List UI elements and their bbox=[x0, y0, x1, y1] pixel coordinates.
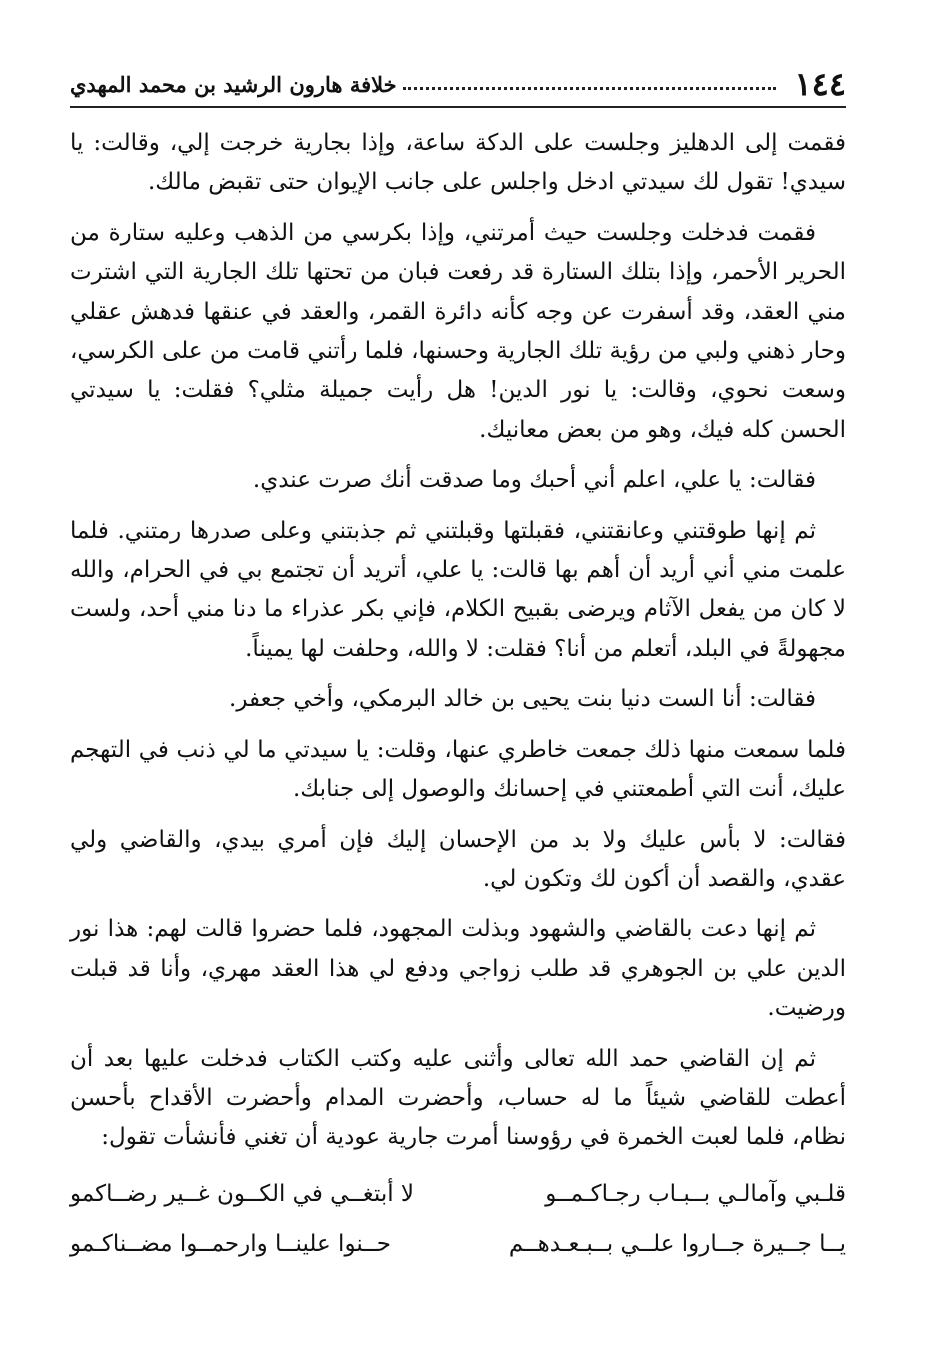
verse-first-hemistich: يــا جــيرة جــاروا علــي بــبـعـدهــم bbox=[508, 1230, 846, 1257]
paragraph: فقالت: لا بأس عليك ولا بد من الإحسان إليك فإن أمري بيدي، والقاضي ولي عقدي، والقصد أن أكون لك وتكون لي. bbox=[70, 826, 846, 892]
running-title: خلافة هارون الرشيد بن محمد المهدي bbox=[70, 71, 397, 97]
page-body bbox=[70, 124, 846, 1269]
paragraph: ثم إن القاضي حمد الله تعالى وأثنى عليه وكتب الكتاب فدخلت عليها بعد أن أعطت للقاضي شيئاً ما له حساب، وأحضرت المدام وأحضرت الأقداح بأحسن نظام، فلما لعبت الخمرة في رؤوسنا أمرت جارية عودية أن تغني فأنشأت تقول: bbox=[70, 1045, 846, 1151]
poem bbox=[70, 1169, 846, 1269]
poem-verse bbox=[70, 1169, 846, 1219]
paragraph: ثم إنها طوقتني وعانقتني، فقبلتها وقبلتني ثم جذبتني وعلى صدرها رمتني. فلما علمت مني أني أريد أن أهم بها قالت: يا علي، أتريد أن تجتمع بي في الحرام، والله لا كان من يفعل الآثام ويرضى بقبيح الكلام، فإني بكر عذراء ما دنا مني أحد، ولست مجهولةً في البلد، أتعلم من أنا؟ فقلت: لا والله، وحلفت لها يميناً. bbox=[70, 517, 846, 662]
verse-second-hemistich: لا أبتغــي في الكــون غــير رضــاكمو bbox=[70, 1180, 415, 1207]
page-number: ١٤٤ bbox=[794, 65, 846, 103]
poem-verse bbox=[70, 1219, 846, 1269]
paragraph: فلما سمعت منها ذلك جمعت خاطري عنها، وقلت: يا سيدتي ما لي ذنب في التهجم عليك، أنت التي أطمعتني في إحسانك والوصول إلى جنابك. bbox=[70, 736, 846, 803]
paragraph: فقالت: يا علي، اعلم أني أحبك وما صدقت أنك صرت عندي. bbox=[252, 467, 816, 494]
header-rule bbox=[70, 106, 846, 108]
paragraph: فقالت: أنا الست دنيا بنت يحيى بن خالد البرمكي، وأخي جعفر. bbox=[229, 686, 816, 713]
paragraph: ثم إنها دعت بالقاضي والشهود وبذلت المجهود، فلما حضروا قالت لهم: هذا نور الدين علي بن الجوهري قد طلب زواجي ودفع لي هذا العقد مهري، وأنا قد قبلت ورضيت. bbox=[70, 916, 846, 1022]
page-header bbox=[70, 64, 846, 104]
header-dotted-leader bbox=[403, 87, 777, 90]
paragraph: فقمت إلى الدهليز وجلست على الدكة ساعة، وإذا بجارية خرجت إلي، وقالت: يا سيدي! تقول لك سيدتي ادخل واجلس على جانب الإيوان حتى تقبض مالك. bbox=[70, 130, 846, 196]
paragraph: فقمت فدخلت وجلست حيث أمرتني، وإذا بكرسي من الذهب وعليه ستارة من الحرير الأحمر، وإذا بتلك الستارة قد رفعت فبان من تحتها تلك الجارية التي اشترت مني العقد، وقد أسفرت عن وجه كأنه دائرة القمر، والعقد في عنقها فدهش عقلي وحار ذهني ولبي من رؤية تلك الجارية وحسنها، فلما رأتني قامت من على الكرسي، وسعت نحوي، وقالت: يا نور الدين! هل رأيت جميلة مثلي؟ فقلت: يا سيدتي الحسن كله فيك، وهو من بعض معانيك. bbox=[70, 219, 846, 443]
verse-second-hemistich: حــنوا علينــا وارحمــوا مضــناكـمو bbox=[70, 1230, 391, 1257]
verse-first-hemistich: قلـبي وآمالـي بــبـاب رجـاكـمــو bbox=[545, 1180, 846, 1207]
